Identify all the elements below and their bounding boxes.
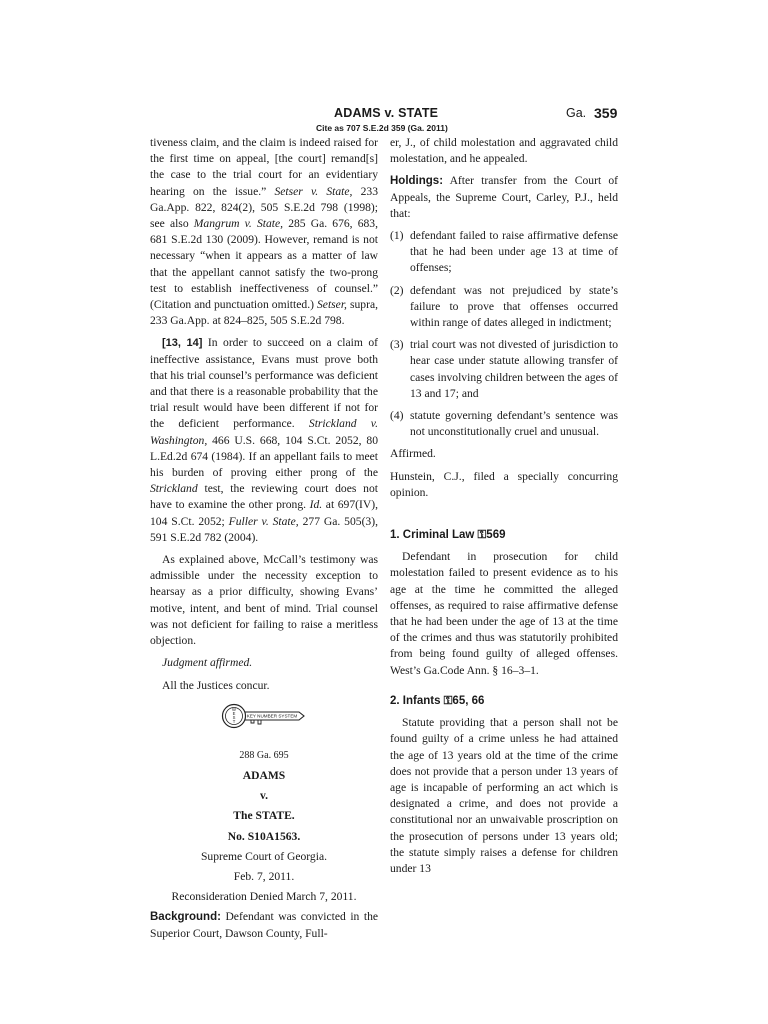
case-citation: Setser v. State, — [274, 184, 353, 198]
holdings-paragraph — [390, 173, 618, 222]
case-caption — [150, 748, 378, 906]
text-run: 233 Ga.App. 822, 824(2), 505 S.E.2d 798 (1998); see also — [150, 184, 378, 231]
logo-letter: S — [232, 714, 236, 720]
text-run: supra, 233 Ga.App. at 824–825, 505 S.E.2d 798. — [150, 298, 378, 328]
paragraph — [150, 135, 378, 329]
item-number: (3) — [390, 338, 404, 352]
headnote-text: Defendant in prosecution for child molestation failed to present evidence as to his age at the time he committed the alleged offenses, as required to raise affirmative defense that he had been under the age of 13 at the time of the crimes and thus was statutorily prohibited from being found guilty of alleged offenses. West’s Ga.Code Ann. § 16–3–1. — [390, 550, 618, 677]
key-icon — [221, 702, 307, 730]
disposition: Affirmed. — [390, 447, 436, 461]
text-run: 277 Ga. 505(3), 591 S.E.2d 782 (2004). — [150, 514, 378, 544]
headnote-reference: [13, 14] — [162, 337, 203, 350]
page-number: 359 — [594, 105, 618, 121]
text-run: 285 Ga. 676, 683, 681 S.E.2d 130 (2009). However, remand is not necessary “when it appears as a matter of law that the appellant cannot satisfy the two-prong test to establish ineffectiveness of counsel.” (Citation and punctuation omitted.) — [150, 217, 378, 312]
text-run: Defendant was convicted in the Superior Court, Dawson County, Full- — [150, 910, 379, 940]
text-run: After transfer from the Court of Appeals, the Supreme Court, Carley, P.J., held that: — [390, 174, 619, 220]
section-label: Background: — [150, 911, 221, 924]
judgment-line — [150, 655, 378, 671]
case-citation: Strickland v. Washington, — [150, 417, 378, 447]
text-run: test, the reviewing court does not have to examine the other prong. — [150, 482, 378, 512]
versus: v. — [259, 789, 269, 803]
text-run: at 697(IV), 104 S.Ct. 2052; — [150, 498, 378, 528]
holdings-list — [390, 228, 618, 440]
concurring-note: Hunstein, C.J., filed a specially concurring opinion. — [390, 469, 618, 499]
text-run: In order to succeed on a claim of ineffective assistance, Evans must prove both that his trial counsel’s performance was deficient and that there is a reasonable probability that the trial result would have been different if not for the deficient performance. — [150, 336, 379, 431]
case-citation: Setser, — [317, 298, 347, 312]
left-column — [150, 135, 378, 948]
case-citation: Id. — [309, 498, 323, 512]
running-header-title: ADAMS v. STATE — [334, 106, 439, 120]
item-number: (2) — [390, 283, 404, 297]
logo-letter: E — [232, 710, 236, 716]
docket-number: No. S10A1563. — [227, 829, 301, 843]
background-paragraph — [150, 909, 378, 941]
party-name: ADAMS — [242, 768, 286, 782]
section-label: Holdings: — [390, 175, 444, 188]
case-citation: Mangrum v. State, — [193, 217, 284, 231]
logo-letter: T — [232, 718, 236, 724]
concurrence-line: All the Justices concur. — [162, 678, 270, 692]
logo-label: KEY NUMBER SYSTEM — [246, 713, 298, 719]
item-number: (1) — [390, 229, 404, 243]
headnote-title: 1. Criminal Law ⚿569 — [390, 529, 506, 542]
paragraph: As explained above, McCall’s testimony was admissible under the necessity exception to hearsay as a prior difficulty, showing Evans’ motive, intent, and bent of mind. Trial counsel was not deficient for failing to raise a meritless objection. — [150, 553, 378, 648]
key-number-logo — [150, 702, 378, 730]
text-run: 466 U.S. 668, 104 S.Ct. 2052, 80 L.Ed.2d 674 (1984). If an appellant fails to meet his burden of proving either prong of the — [150, 433, 378, 480]
judgment-text: Judgment affirmed. — [162, 656, 253, 670]
item-text: statute governing defendant’s sentence was not unconstitutionally cruel and unusual. — [410, 409, 618, 439]
paragraph: er, J., of child molestation and aggravated child molestation, and he appealed. — [390, 136, 618, 166]
reconsideration-date: Reconsideration Denied March 7, 2011. — [171, 890, 357, 904]
headnote-title: 2. Infants ⚿65, 66 — [390, 694, 485, 707]
paragraph — [150, 335, 378, 546]
item-number: (4) — [390, 409, 404, 423]
item-text: trial court was not divested of jurisdiction to hear case under statute allowing transfer of cases involving children between the ages of 13 and 17; and — [410, 338, 618, 400]
right-column — [390, 135, 618, 883]
item-text: defendant failed to raise affirmative defense that he had been under age 13 at time of offenses; — [410, 229, 618, 275]
headnote-text: Statute providing that a person shall not be found guilty of a crime unless he had attained the age of 13 years old at the time of the crime does not provide that a person under 13 years of age is incapable of performing an act which is designated a crime, and does not provide a constitutional nor an unwaivable proscription on the prosecution of persons under 13 years old; the statute simply raises a defense for children under 13 — [390, 716, 618, 875]
list-item — [390, 283, 618, 332]
running-header-reporter: Ga. — [566, 106, 587, 120]
list-item — [390, 408, 618, 440]
case-citation: Strickland — [150, 482, 198, 496]
citation-line: Cite as 707 S.E.2d 359 (Ga. 2011) — [316, 123, 448, 133]
logo-letter: W — [232, 706, 236, 712]
reporter-cite: 288 Ga. 695 — [239, 749, 289, 761]
decision-date: Feb. 7, 2011. — [233, 869, 295, 883]
list-item — [390, 337, 618, 402]
case-citation: Fuller v. State, — [228, 514, 299, 528]
party-name: The STATE. — [233, 809, 295, 823]
list-item — [390, 228, 618, 277]
court-name: Supreme Court of Georgia. — [200, 849, 327, 863]
text-run: tiveness claim, and the claim is indeed raised for the first time on appeal, [the court] remand[s] the case to the trial court for an evidentiary hearing on the issue.” — [150, 136, 378, 198]
item-text: defendant was not prejudiced by state’s failure to prove that offenses occurred within range of dates alleged in indictment; — [410, 283, 618, 330]
